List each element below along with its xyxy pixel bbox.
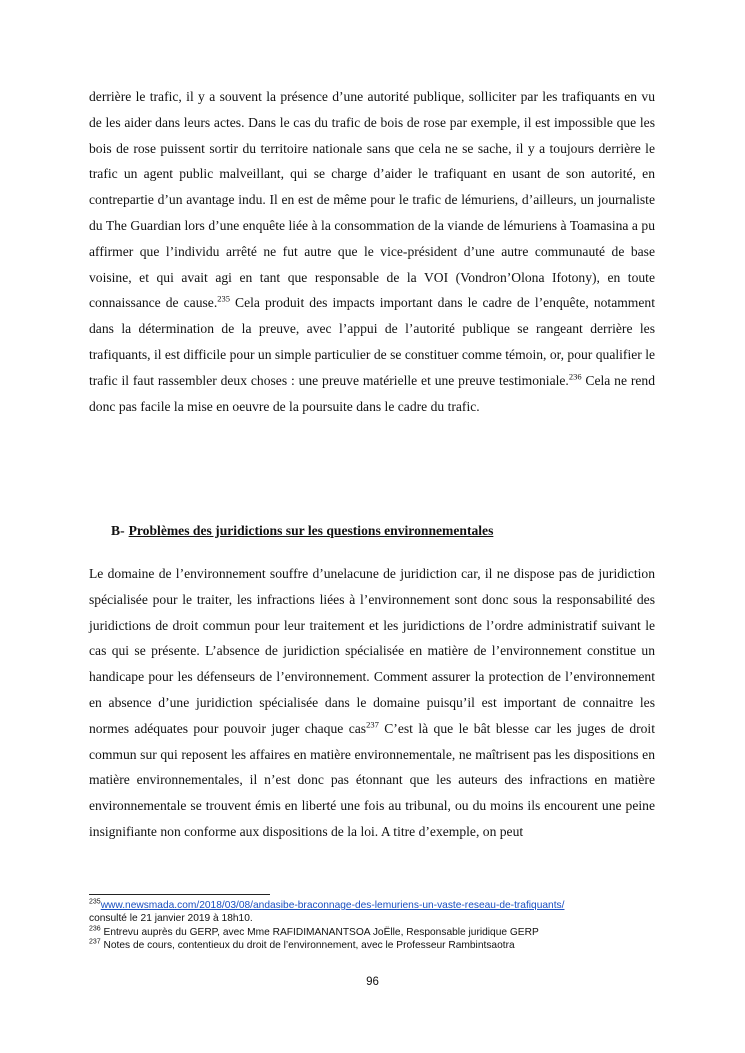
footnotes xyxy=(89,899,689,953)
footnote-237-text: Notes de cours, contentieux du droit de l’environnement, avec le Professeur Rambintsaotra xyxy=(100,940,515,952)
footnote-235-link[interactable]: www.newsmada.com/2018/03/08/andasibe-braconnage-des-lemuriens-un-vaste-reseau-de-trafiquants/ xyxy=(100,900,565,911)
page-number: 96 xyxy=(366,976,379,988)
body-paragraph-2 xyxy=(89,561,655,845)
paragraph-1-text-b: Cela produit des impacts important dans le cadre de l’enquête, notamment dans la détermination de la preuve, avec l’appui de l’autorité publique se rangeant derrière les trafiquants, il est difficile pour un simple particulier de se constituer comme témoin, or, pour qualifier le trafic il faut rassembler deux choses : une preuve matérielle et une preuve testimoniale. xyxy=(89,295,655,388)
footnote-235-continuation: consulté le 21 janvier 2019 à 18h10. xyxy=(89,913,253,925)
footnote-235-number: 235 xyxy=(89,898,101,906)
paragraph-1-text-c: Cela ne rend donc pas facile la mise en oeuvre de la poursuite dans le cadre du trafic. xyxy=(89,372,655,414)
footnote-separator xyxy=(89,894,270,895)
section-heading-label: B- xyxy=(111,523,125,538)
footnote-237-number: 237 xyxy=(89,938,101,946)
footnote-237 xyxy=(89,939,689,952)
footnote-236-text: Entrevu auprès du GERP, avec Mme RAFIDIMANANTSOA JoËlle, Responsable juridique GERP xyxy=(100,926,539,938)
section-heading xyxy=(111,523,493,539)
footnote-ref-236[interactable]: 236 xyxy=(568,371,582,382)
footnote-236-number: 236 xyxy=(89,925,101,933)
body-paragraph-1 xyxy=(89,84,655,419)
footnote-ref-237[interactable]: 237 xyxy=(366,719,379,730)
paragraph-2-text-a: Le domaine de l’environnement souffre d’unelacune de juridiction car, il ne dispose pas de juridiction spécialisée pour le traiter, les infractions liées à l’environnement sont donc sous la responsabilité des juridictions de droit commun pour leur traitement et les juridictions de l’ordre administratif suivant le cas qui se présente. L’absence de juridiction spécialisée en matière de l’environnement constitue un handicape pour les défenseurs de l’environnement. Comment assurer la protection de l’environnement en absence d’une juridiction spécialisée dans le domaine puisqu’il est important de connaitre les normes adéquates pour pouvoir juger chaque cas xyxy=(89,566,655,736)
footnote-ref-235[interactable]: 235 xyxy=(217,293,230,304)
section-heading-title: Problèmes des juridictions sur les questions environnementales xyxy=(128,523,494,538)
footnote-236 xyxy=(89,926,689,939)
footnote-235 xyxy=(89,899,689,912)
paragraph-1-text-a: derrière le trafic, il y a souvent la présence d’une autorité publique, solliciter par les trafiquants en vu de les aider dans leurs actes. Dans le cas du trafic de bois de rose par exemple, il est impossible que les bois de rose puissent sortir du territoire nationale sans que cela ne se sache, il y a toujours derrière le trafic un agent public malveillant, qui se charge d’aider le trafiquant en usant de son autorité, en contrepartie d’un avantage indu. Il en est de même pour le trafic de lémuriens, d’ailleurs, un journaliste du The Guardian lors d’une enquête liée à la consommation de la viande de lémuriens à Toamasina a pu affirmer que l’individu arrêté ne fut autre que le vice-président d’une autre communauté de base voisine, et qui avait agi en tant que responsable de la VOI (Vondron’Olona Ifotony), en toute connaissance de cause. xyxy=(89,89,655,311)
paragraph-2-text-b: C’est là que le bât blesse car les juges de droit commun sur qui reposent les affaires en matière environnementale, ne maîtrisent pas les dispositions en matière environnementales, il n’est donc pas étonnant que les auteurs des infractions en matière environnementale se trouvent émis en liberté une fois au tribunal, ou du moins ils encourent une peine insignifiante non conforme aux dispositions de la loi. A titre d’exemple, on peut xyxy=(89,720,655,839)
